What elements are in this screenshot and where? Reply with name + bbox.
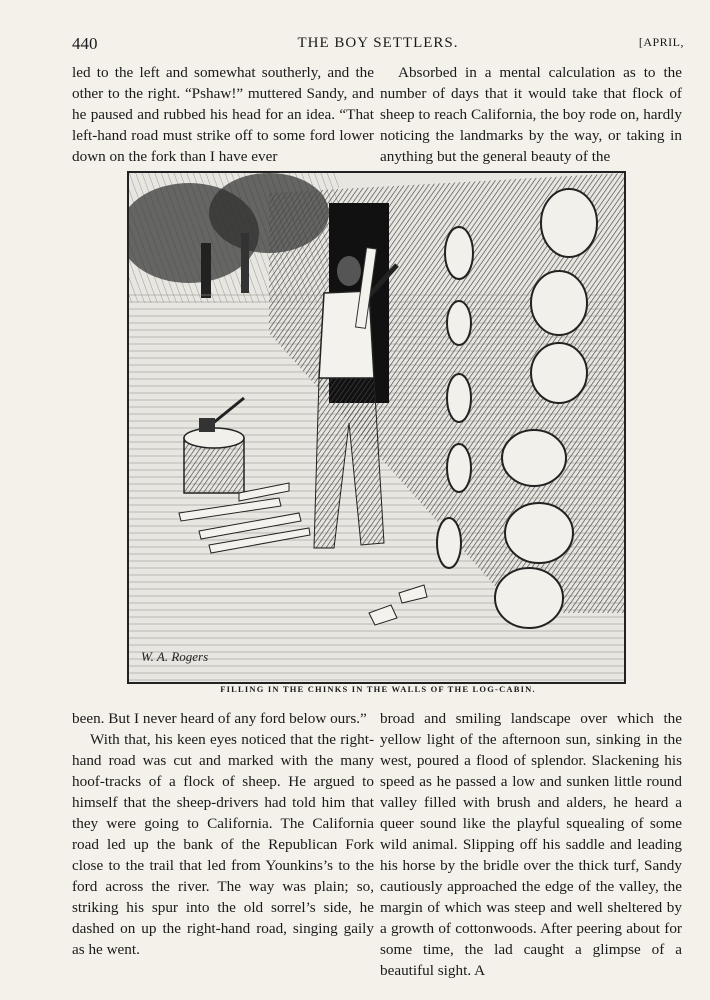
engraving-drawing [129, 173, 624, 682]
figure-caption: FILLING IN THE CHINKS IN THE WALLS OF THE LOG-CABIN. [220, 684, 536, 694]
paragraph: With that, his keen eyes noticed that the right-hand road was cut and marked with the many hoof-tracks of a flock of sheep. He argued to himself that the sheep-drivers had told him that they were going to California. The California road led up the bank of the Republican Fork close to the trail that led from Younkins’s to the ford across the river. The way was plain; so, striking his spur into the old sorrel’s side, he dashed on up the right-hand road, singing gaily as he went. [72, 731, 374, 958]
running-month: [APRIL, [638, 35, 684, 49]
running-header [72, 34, 684, 56]
running-title: THE BOY SETTLERS. [297, 35, 459, 51]
artist-signature: W. A. Rogers [141, 649, 209, 664]
paragraph: been. But I never heard of any ford below ours.” [72, 710, 367, 727]
illustration-log-cabin [127, 171, 626, 684]
column-bottom-left [72, 708, 374, 960]
paragraph: Absorbed in a mental calculation as to the number of days that it would take that flock of sheep to reach California, the boy rode on, hardly noticing the landmarks by the way, or taking in anything but the general beauty of the [380, 64, 682, 165]
column-top-right [380, 62, 682, 167]
paragraph: led to the left and somewhat southerly, and the other to the right. “Pshaw!” muttered Sandy, and he paused and rubbed his head for an idea. “That left-hand road must strike off to some ford lower down on the fork than I have ever [72, 64, 374, 165]
page-number: 440 [72, 34, 98, 53]
column-top-left [72, 62, 374, 167]
column-bottom-right [380, 708, 682, 981]
paragraph: broad and smiling landscape over which the yellow light of the afternoon sun, sinking in the west, poured a flood of splendor. Slackening his speed as he passed a low and sunken little round valley filled with brush and alders, he heard a queer sound like the playful squealing of some wild animal. Slipping off his saddle and leading his horse by the bridle over the thick turf, Sandy cautiously approached the edge of the valley, the margin of which was steep and well sheltered by a growth of cottonwoods. After peering about for some time, the lad caught a glimpse of a beautiful sight. A [380, 710, 682, 979]
